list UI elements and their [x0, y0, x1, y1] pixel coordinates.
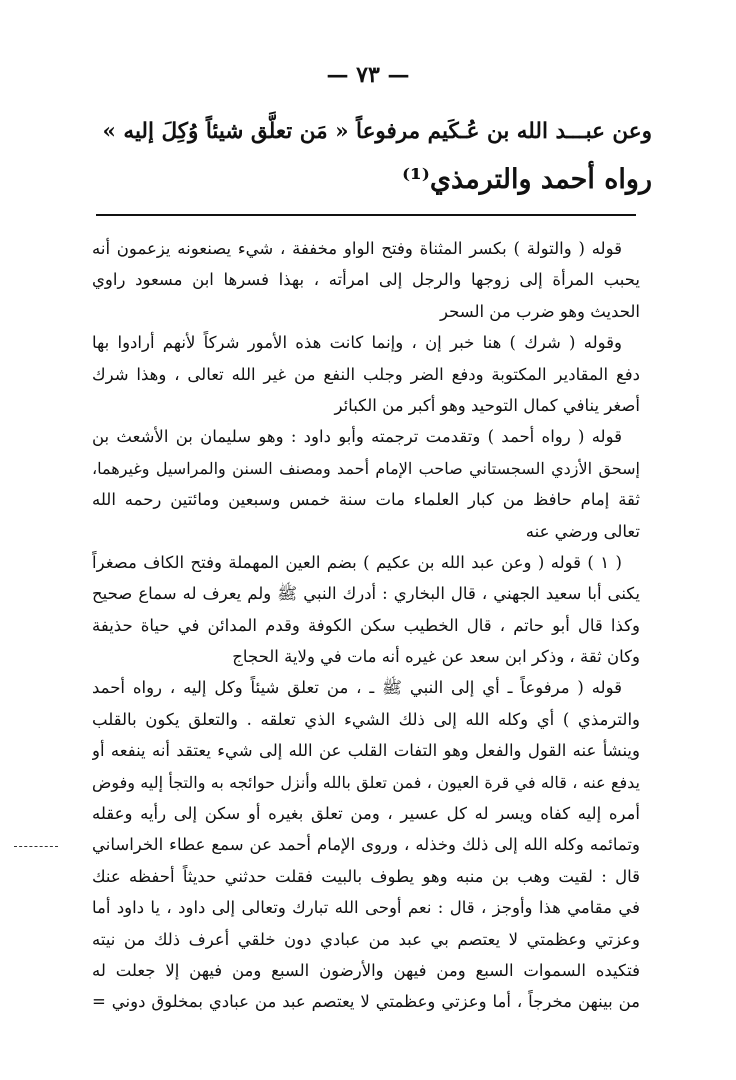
- commentary-paragraph: [92, 547, 640, 673]
- commentary-line: وتمائمه وكله الله إلى ذلك وخذله ، وروى الإمام أحمد عن سمع عطاء الخراساني: [92, 835, 640, 855]
- commentary-line: ثقة إمام حافظ من كبار العلماء مات سنة خمس وسبعين ومائتين رحمه الله: [92, 490, 640, 510]
- commentary: [92, 233, 640, 1018]
- commentary-line: فتكيده السموات السبع ومن فيهن والأرضون السبع ومن فيهن إلا جعلت له: [92, 960, 640, 980]
- page-number: — ٧٣ —: [326, 62, 410, 88]
- commentary-line: دفع المقادير المكتوبة ودفع الضر وجلب النفع من غير الله تعالى ، وهذا شرك: [92, 364, 640, 384]
- margin-mark: [14, 846, 58, 847]
- commentary-line: والترمذي ) أي وكله الله إلى ذلك الشيء الذي تعلقه . والتعلق يكون بالقلب: [92, 709, 640, 729]
- commentary-line: وقوله ( شرك ) هنا خبر إن ، وإنما كانت هذه الأمور شركاً لأنهم أرادوا بها: [92, 333, 622, 353]
- commentary-line: قوله ( والتولة ) بكسر المثناة وفتح الواو مخففة ، شيء يصنعونه يزعمون أنه: [92, 239, 622, 258]
- commentary-line: من بينهن مخرجاً ، أما وعزتي وعظمتي لا يعتصم عبد من عبادي بمخلوق دوني =: [92, 992, 640, 1012]
- hadith-line-1: وعن عبـــد الله بن عُـكَيم مرفوعاً « مَن تعلَّق شيئاً وُكِلَ إليه »: [102, 119, 652, 144]
- section-divider: [96, 214, 636, 216]
- commentary-line: وينشأ عنه القول والفعل وهو التفات القلب عن الله إلى شيء يعتقد أنه ينفعه أو: [92, 741, 640, 761]
- commentary-line: في مقامي هذا وأوجز ، قال : نعم أوحى الله تبارك وتعالى إلى داود ، يا داود أما: [92, 898, 640, 918]
- commentary-line: قال : لقيت وهب بن منبه وهو يطوف بالبيت فقلت حدثني حديثاً أحفظه عنك: [92, 866, 640, 886]
- commentary-paragraph: [92, 672, 640, 1017]
- commentary-line: يكنى أبا سعيد الجهني ، قال البخاري : أدرك النبي ﷺ ولم يعرف له سماع صحيح: [92, 584, 640, 604]
- commentary-line: تعالى ورضي عنه: [525, 521, 640, 541]
- commentary-line: ( ١ ) قوله ( وعن عبد الله بن عكيم ) بضم العين المهملة وفتح الكاف مصغراً: [92, 552, 622, 572]
- hadith-text: [92, 108, 652, 204]
- commentary-paragraph: [92, 421, 640, 547]
- commentary-line: أصغر ينافي كمال التوحيد وهو أكبر من الكبائر: [334, 395, 640, 415]
- commentary-line: الحديث وهو ضرب من السحر: [439, 301, 640, 321]
- commentary-line: يدفع عنه ، قاله في قرة العيون ، فمن تعلق بالله وأنزل حوائجه به والتجأ إليه وفوض: [92, 772, 640, 792]
- commentary-line: قوله ( رواه أحمد ) وتقدمت ترجمته وأبو داود : وهو سليمان بن الأشعث بن: [92, 427, 622, 447]
- commentary-line: وكذا قال أبو حاتم ، قال الخطيب سكن الكوفة وقدم المدائن في حياة حذيفة: [92, 615, 640, 635]
- commentary-paragraph: [92, 233, 640, 327]
- commentary-line: وكان ثقة ، وذكر ابن سعد عن غيره أنه مات في ولاية الحجاج: [232, 647, 640, 667]
- commentary-line: إسحق الأزدي السجستاني صاحب الإمام أحمد ومصنف السنن والمراسيل وغيرهما،: [92, 458, 640, 478]
- commentary-line: أمره إليه كفاه ويسر له كل عسير ، ومن تعلق بغيره أو سكن إلى رأيه وعقله: [92, 804, 640, 824]
- commentary-paragraph: [92, 327, 640, 421]
- commentary-line: وعزتي وعظمتي لا يعتصم بي عبد من عبادي دون خلقي أعرف ذلك من نيته: [92, 929, 640, 949]
- commentary-line: يحبب المرأة إلى زوجها والرجل إلى امرأته ، بهذا فسرها ابن مسعود راوي: [92, 270, 640, 290]
- commentary-line: قوله ( مرفوعاً ـ أي إلى النبي ﷺ ـ ، من تعلق شيئاً وكل إليه ، رواه أحمد: [92, 678, 622, 698]
- hadith-line-2: رواه أحمد والترمذي⁽¹⁾: [402, 164, 652, 195]
